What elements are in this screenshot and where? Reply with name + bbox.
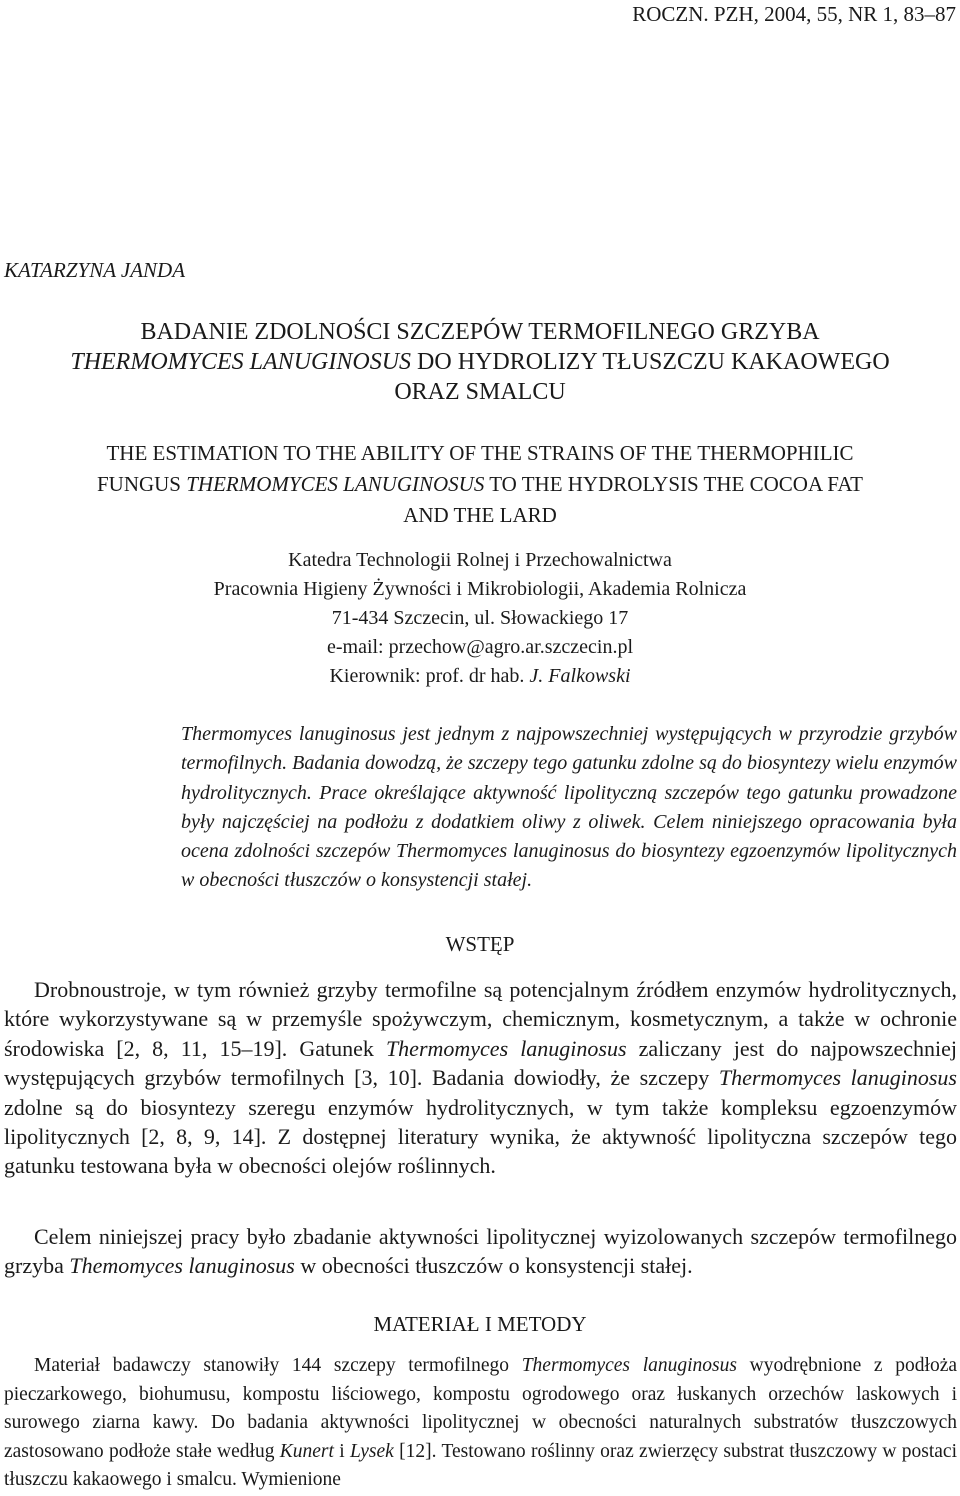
section-heading-methods: MATERIAŁ I METODY	[373, 1312, 587, 1336]
title-pl-line1: BADANIE ZDOLNOŚCI SZCZEPÓW TERMOFILNEGO GRZYBA	[140, 319, 820, 345]
affiliation-address: 71-434 Szczecin, ul. Słowackiego 17	[331, 607, 629, 629]
intro-p2-text-a: Celem niniejszej pracy było zbadanie aktywności lipolitycznej wyizolowanych szczepów termofilnego grzyba	[4, 1224, 957, 1279]
title-polish	[0, 317, 960, 407]
affiliation-dept: Katedra Technologii Rolnej i Przechowalnictwa	[288, 549, 672, 571]
methods-text-a: Materiał badawczy stanowiły 144 szczepy termofilnego	[34, 1355, 522, 1376]
title-en-line2	[0, 469, 960, 500]
head-prefix: Kierownik: prof. dr hab.	[329, 665, 530, 687]
affiliation	[0, 546, 960, 691]
author-name: KATARZYNA JANDA	[4, 258, 186, 282]
title-en-line1: THE ESTIMATION TO THE ABILITY OF THE STRAINS OF THE THERMOPHILIC	[106, 441, 854, 465]
section-heading-intro: WSTĘP	[445, 932, 515, 956]
title-pl-line3: ORAZ SMALCU	[394, 379, 566, 405]
methods-author-1: Kunert	[279, 1440, 334, 1462]
species-name: THERMOMYCES LANUGINOSUS	[186, 472, 485, 496]
intro-paragraph-1	[4, 975, 957, 1181]
intro-p1-species-2: Thermomyces lanuginosus	[718, 1065, 957, 1091]
methods-text-b: wyodrębnione z podłoża pieczarkowego, biohumusu, kompostu liściowego, kompostu ogrodowego oraz łuskanych orzechów laskowych i surowego ziarna kawy. Do badania aktywności lipolitycznej w obecności naturalnych substratów tłuszczowych zastosowano podłoże stałe według	[4, 1355, 958, 1462]
abstract: Thermomyces lanuginosus jest jednym z najpowszechniej występujących w przyrodzie grzybów termofilnych. Badania dowodzą, że szczepy tego gatunku zdolne są do biosyntezy wielu enzymów hydrolitycznych. Prace określające aktywność lipolityczną szczepów tego gatunku prowadzone były najczęściej na podłożu z dodatkiem oliwy z oliwek. Celem niniejszego opracowania była ocena zdolności szczepów Thermomyces lanuginosus do biosyntezy egzoenzymów lipolitycznych w obecności tłuszczów o konsystencji stałej.	[181, 723, 957, 892]
intro-p2-species: Themomyces lanuginosus	[69, 1253, 295, 1279]
methods-text-d: [12]. Testowano roślinny oraz zwierzęcy substrat tłuszczowy w postaci tłuszczu kakaowego i smalcu. Wymienione	[4, 1440, 958, 1490]
affiliation-email: e-mail: przechow@agro.ar.szczecin.pl	[326, 636, 634, 658]
title-en-line2-rest: TO THE HYDROLYSIS THE COCOA FAT	[484, 472, 864, 496]
methods-paragraph	[4, 1352, 957, 1495]
methods-text-c: i	[333, 1440, 350, 1462]
intro-p1-text-a: Drobnoustroje, w tym również grzyby termofilne są potencjalnym źródłem enzymów hydrolitycznych, które wykorzystywane są w przemyśle spożywczym, chemicznym, kosmetycznym, a także w ochronie środowiska [2, 8, 11, 15–19]. Gatunek	[4, 977, 957, 1061]
title-english	[0, 438, 960, 531]
intro-p1-text-c: zdolne są do biosyntezy szeregu enzymów hydrolitycznych, w tym także kompleksu egzoenzymów lipolitycznych [2, 8, 9, 14]. Z dostępnej literatury wynika, że aktywność lipolityczna szczepów tego gatunku testowana była w obecności olejów roślinnych.	[4, 1094, 957, 1179]
journal-reference: ROCZN. PZH, 2004, 55, NR 1, 83–87	[632, 2, 956, 26]
affiliation-head	[0, 662, 960, 691]
title-en-line2-pre: FUNGUS	[96, 472, 187, 496]
head-name: J. Falkowski	[529, 665, 631, 687]
methods-author-2: Lysek	[349, 1440, 394, 1462]
intro-p1-species-1: Thermomyces lanuginosus	[385, 1035, 627, 1061]
intro-paragraph-2	[4, 1222, 957, 1281]
intro-p2-text-b: w obecności tłuszczów o konsystencji stałej.	[294, 1253, 693, 1279]
intro-p1-text-b: zaliczany jest do najpowszechniej występujących grzybów termofilnych [3, 10]. Badania dowiodły, że szczepy	[4, 1035, 957, 1091]
methods-species: Thermomyces lanuginosus	[521, 1355, 737, 1376]
species-name: THERMOMYCES LANUGINOSUS	[70, 349, 412, 375]
title-en-line3: AND THE LARD	[403, 503, 557, 527]
affiliation-lab: Pracownia Higieny Żywności i Mikrobiologii, Akademia Rolnicza	[213, 578, 747, 600]
title-pl-line2-rest: DO HYDROLIZY TŁUSZCZU KAKAOWEGO	[411, 349, 890, 375]
title-pl-line2	[0, 347, 960, 377]
